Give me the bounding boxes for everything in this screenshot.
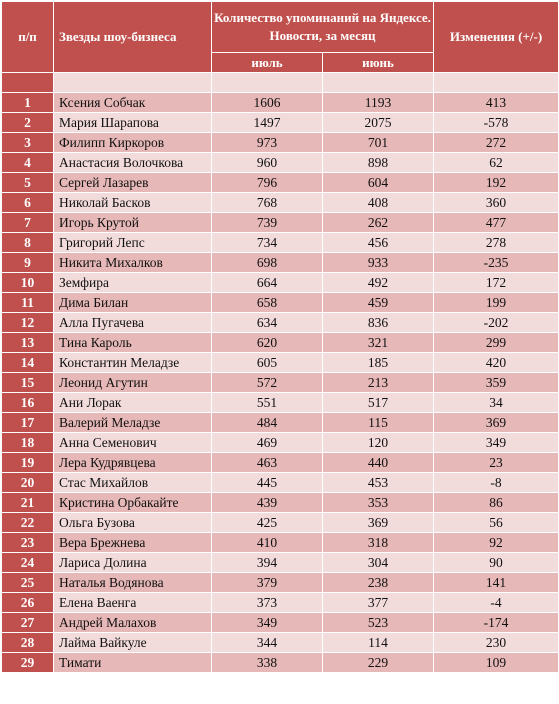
star-name: Дима Билан <box>54 293 212 313</box>
row-number: 21 <box>2 493 54 513</box>
table-row <box>2 93 559 113</box>
header-july: июль <box>212 53 323 73</box>
july-mentions: 394 <box>212 553 323 573</box>
table-row <box>2 213 559 233</box>
july-mentions: 373 <box>212 593 323 613</box>
table-row <box>2 313 559 333</box>
july-mentions: 634 <box>212 313 323 333</box>
mentions-change: -235 <box>434 253 559 273</box>
star-name: Ани Лорак <box>54 393 212 413</box>
june-mentions: 377 <box>323 593 434 613</box>
june-mentions: 456 <box>323 233 434 253</box>
june-mentions: 321 <box>323 333 434 353</box>
header-change: Изменения (+/-) <box>434 2 559 73</box>
july-mentions: 439 <box>212 493 323 513</box>
star-name: Ксения Собчак <box>54 93 212 113</box>
row-number: 8 <box>2 233 54 253</box>
star-name: Валерий Меладзе <box>54 413 212 433</box>
table-row <box>2 573 559 593</box>
row-number: 4 <box>2 153 54 173</box>
june-mentions: 408 <box>323 193 434 213</box>
july-mentions: 1606 <box>212 93 323 113</box>
july-mentions: 734 <box>212 233 323 253</box>
mentions-change: 141 <box>434 573 559 593</box>
mentions-change: 278 <box>434 233 559 253</box>
mentions-change: -4 <box>434 593 559 613</box>
mentions-change: 230 <box>434 633 559 653</box>
mentions-change: 92 <box>434 533 559 553</box>
row-number: 10 <box>2 273 54 293</box>
table-row <box>2 253 559 273</box>
row-number: 17 <box>2 413 54 433</box>
row-number: 18 <box>2 433 54 453</box>
table-row <box>2 413 559 433</box>
table-row <box>2 473 559 493</box>
june-mentions: 2075 <box>323 113 434 133</box>
star-name: Игорь Крутой <box>54 213 212 233</box>
row-number: 11 <box>2 293 54 313</box>
star-name: Сергей Лазарев <box>54 173 212 193</box>
table-row <box>2 633 559 653</box>
july-mentions: 698 <box>212 253 323 273</box>
header-num: п/п <box>2 2 54 73</box>
row-number: 16 <box>2 393 54 413</box>
star-name: Константин Меладзе <box>54 353 212 373</box>
july-mentions: 410 <box>212 533 323 553</box>
row-number: 9 <box>2 253 54 273</box>
june-mentions: 459 <box>323 293 434 313</box>
june-mentions: 213 <box>323 373 434 393</box>
spacer-cell <box>2 73 54 93</box>
star-name: Анна Семенович <box>54 433 212 453</box>
july-mentions: 658 <box>212 293 323 313</box>
july-mentions: 739 <box>212 213 323 233</box>
july-mentions: 605 <box>212 353 323 373</box>
table-row <box>2 533 559 553</box>
mentions-change: 192 <box>434 173 559 193</box>
table-row <box>2 433 559 453</box>
row-number: 26 <box>2 593 54 613</box>
table-row <box>2 513 559 533</box>
july-mentions: 768 <box>212 193 323 213</box>
spacer-cell <box>212 73 323 93</box>
row-number: 14 <box>2 353 54 373</box>
mentions-change: 272 <box>434 133 559 153</box>
june-mentions: 115 <box>323 413 434 433</box>
row-number: 22 <box>2 513 54 533</box>
star-name: Никита Михалков <box>54 253 212 273</box>
table-row <box>2 153 559 173</box>
row-number: 15 <box>2 373 54 393</box>
row-number: 23 <box>2 533 54 553</box>
july-mentions: 572 <box>212 373 323 393</box>
spacer-cell <box>434 73 559 93</box>
table-row <box>2 133 559 153</box>
june-mentions: 304 <box>323 553 434 573</box>
table-row <box>2 613 559 633</box>
header-row <box>2 2 559 53</box>
july-mentions: 960 <box>212 153 323 173</box>
row-number: 28 <box>2 633 54 653</box>
mentions-change: 62 <box>434 153 559 173</box>
table-row <box>2 233 559 253</box>
june-mentions: 369 <box>323 513 434 533</box>
june-mentions: 517 <box>323 393 434 413</box>
star-name: Тимати <box>54 653 212 673</box>
table-row <box>2 173 559 193</box>
table-row <box>2 293 559 313</box>
june-mentions: 933 <box>323 253 434 273</box>
star-name: Николай Басков <box>54 193 212 213</box>
june-mentions: 440 <box>323 453 434 473</box>
july-mentions: 379 <box>212 573 323 593</box>
star-name: Елена Ваенга <box>54 593 212 613</box>
mentions-change: 34 <box>434 393 559 413</box>
mentions-change: 369 <box>434 413 559 433</box>
july-mentions: 425 <box>212 513 323 533</box>
july-mentions: 664 <box>212 273 323 293</box>
mentions-change: -8 <box>434 473 559 493</box>
june-mentions: 318 <box>323 533 434 553</box>
july-mentions: 349 <box>212 613 323 633</box>
header-name: Звезды шоу-бизнеса <box>54 2 212 73</box>
table-row <box>2 373 559 393</box>
mentions-change: 349 <box>434 433 559 453</box>
table-row <box>2 553 559 573</box>
mentions-change: -578 <box>434 113 559 133</box>
mentions-change: 359 <box>434 373 559 393</box>
spacer-cell <box>323 73 434 93</box>
star-name: Ольга Бузова <box>54 513 212 533</box>
row-number: 29 <box>2 653 54 673</box>
star-name: Лайма Вайкуле <box>54 633 212 653</box>
mentions-change: 86 <box>434 493 559 513</box>
star-name: Андрей Малахов <box>54 613 212 633</box>
june-mentions: 492 <box>323 273 434 293</box>
star-name: Вера Брежнева <box>54 533 212 553</box>
row-number: 13 <box>2 333 54 353</box>
table-row <box>2 453 559 473</box>
row-number: 25 <box>2 573 54 593</box>
mentions-change: -174 <box>434 613 559 633</box>
june-mentions: 701 <box>323 133 434 153</box>
table-row <box>2 393 559 413</box>
july-mentions: 338 <box>212 653 323 673</box>
mentions-change: 299 <box>434 333 559 353</box>
row-number: 6 <box>2 193 54 213</box>
mentions-change: -202 <box>434 313 559 333</box>
star-name: Филипп Киркоров <box>54 133 212 153</box>
june-mentions: 114 <box>323 633 434 653</box>
june-mentions: 523 <box>323 613 434 633</box>
july-mentions: 484 <box>212 413 323 433</box>
spacer-row <box>2 73 559 93</box>
row-number: 27 <box>2 613 54 633</box>
spacer-cell <box>54 73 212 93</box>
table-row <box>2 193 559 213</box>
table-row <box>2 653 559 673</box>
row-number: 12 <box>2 313 54 333</box>
mentions-change: 90 <box>434 553 559 573</box>
row-number: 2 <box>2 113 54 133</box>
june-mentions: 229 <box>323 653 434 673</box>
june-mentions: 836 <box>323 313 434 333</box>
row-number: 20 <box>2 473 54 493</box>
star-name: Григорий Лепс <box>54 233 212 253</box>
mentions-change: 413 <box>434 93 559 113</box>
mentions-change: 360 <box>434 193 559 213</box>
july-mentions: 973 <box>212 133 323 153</box>
july-mentions: 344 <box>212 633 323 653</box>
june-mentions: 898 <box>323 153 434 173</box>
july-mentions: 1497 <box>212 113 323 133</box>
june-mentions: 604 <box>323 173 434 193</box>
june-mentions: 185 <box>323 353 434 373</box>
star-name: Земфира <box>54 273 212 293</box>
mentions-change: 420 <box>434 353 559 373</box>
star-name: Наталья Водянова <box>54 573 212 593</box>
star-name: Мария Шарапова <box>54 113 212 133</box>
star-name: Тина Кароль <box>54 333 212 353</box>
table-row <box>2 113 559 133</box>
mentions-change: 109 <box>434 653 559 673</box>
mentions-change: 56 <box>434 513 559 533</box>
star-name: Стас Михайлов <box>54 473 212 493</box>
row-number: 24 <box>2 553 54 573</box>
mentions-change: 172 <box>434 273 559 293</box>
table-row <box>2 593 559 613</box>
july-mentions: 620 <box>212 333 323 353</box>
july-mentions: 463 <box>212 453 323 473</box>
july-mentions: 445 <box>212 473 323 493</box>
row-number: 19 <box>2 453 54 473</box>
row-number: 5 <box>2 173 54 193</box>
star-name: Лариса Долина <box>54 553 212 573</box>
june-mentions: 453 <box>323 473 434 493</box>
june-mentions: 262 <box>323 213 434 233</box>
mentions-table <box>1 1 559 673</box>
row-number: 7 <box>2 213 54 233</box>
header-mentions: Количество упоминаний на Яндексе. Новости, за месяц <box>212 2 434 53</box>
table-row <box>2 353 559 373</box>
mentions-change: 199 <box>434 293 559 313</box>
july-mentions: 796 <box>212 173 323 193</box>
star-name: Анастасия Волочкова <box>54 153 212 173</box>
june-mentions: 353 <box>323 493 434 513</box>
row-number: 1 <box>2 93 54 113</box>
star-name: Леонид Агутин <box>54 373 212 393</box>
star-name: Алла Пугачева <box>54 313 212 333</box>
june-mentions: 238 <box>323 573 434 593</box>
june-mentions: 120 <box>323 433 434 453</box>
table-row <box>2 333 559 353</box>
july-mentions: 551 <box>212 393 323 413</box>
star-name: Лера Кудрявцева <box>54 453 212 473</box>
table-row <box>2 273 559 293</box>
july-mentions: 469 <box>212 433 323 453</box>
mentions-change: 477 <box>434 213 559 233</box>
star-name: Кристина Орбакайте <box>54 493 212 513</box>
table-body <box>2 73 559 673</box>
table-row <box>2 493 559 513</box>
mentions-change: 23 <box>434 453 559 473</box>
june-mentions: 1193 <box>323 93 434 113</box>
row-number: 3 <box>2 133 54 153</box>
header-june: июнь <box>323 53 434 73</box>
